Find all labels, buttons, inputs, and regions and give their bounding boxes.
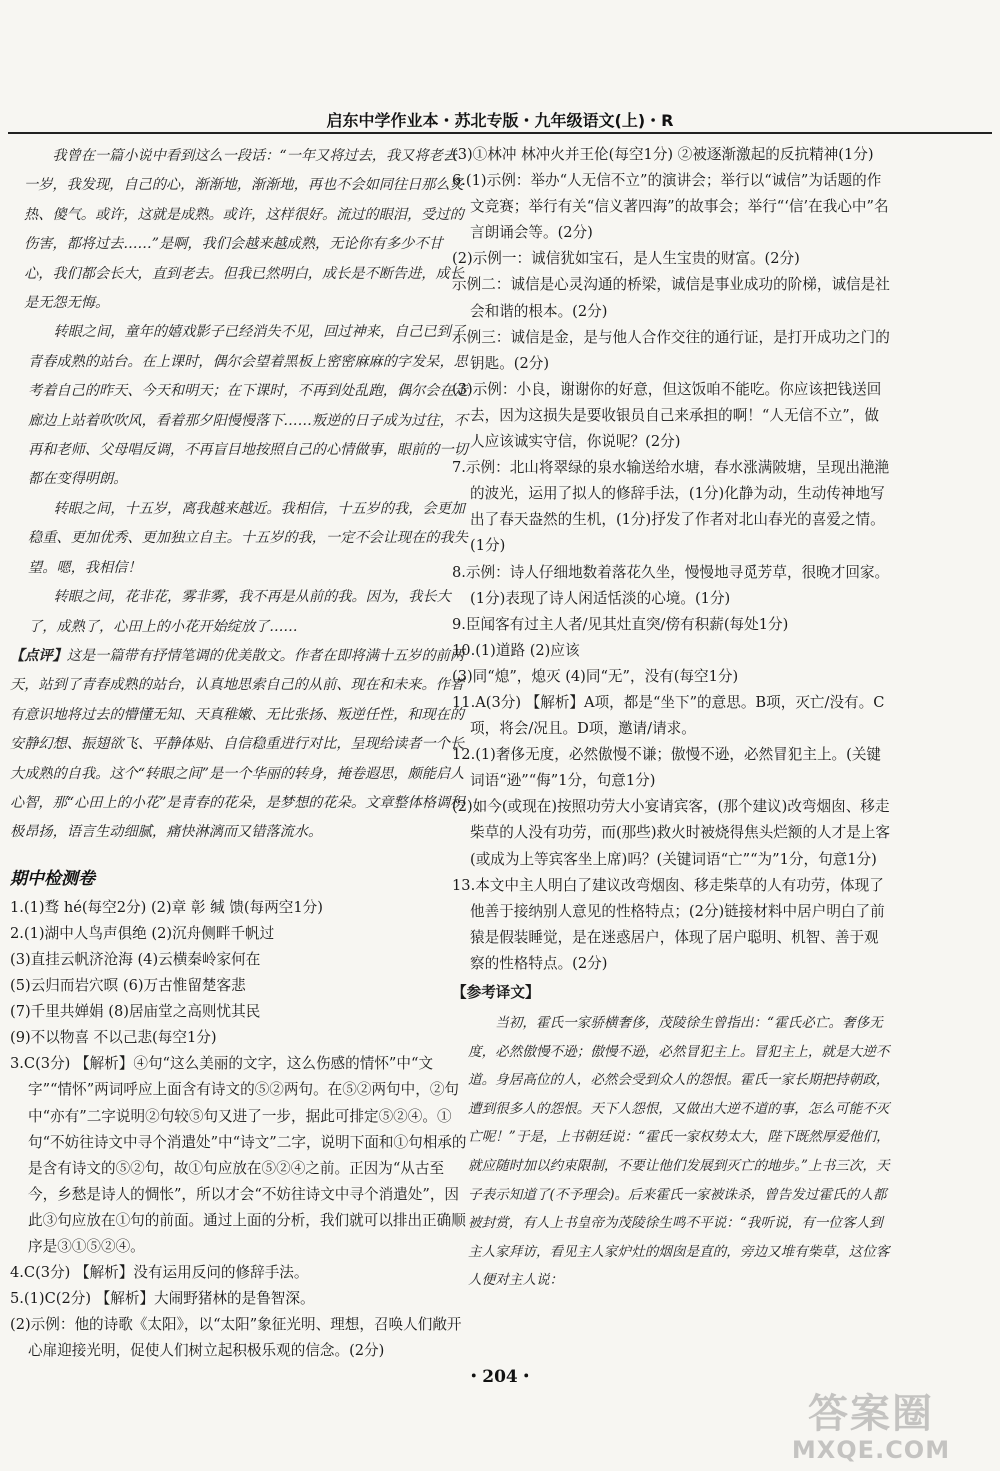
comment-label: 【点评】 [10,647,67,664]
answer-item: 示例三：诚信是金，是与他人合作交往的通行证，是打开成功之门的钥匙。(2分) [452,328,890,372]
answer-item: (5)云归而岩穴暝 (6)万古惟留楚客悲 [10,977,246,995]
answer-item: (9)不以物喜 不以己悲(每空1分) [10,1029,217,1047]
answer-list-right [452,142,892,977]
reference-title: 【参考译文】 [452,984,540,1001]
essay-paragraph: 转眼之间，童年的嬉戏影子已经消失不见，回过神来，自己已到了青春成熟的站台。在上课时，偶尔会望着黑板上密密麻麻的字发呆，思考着自己的昨天、今天和明天；在下课时，不再到处乱跑，偶尔会在走廊边上站着吹吹风，看着那夕阳慢慢落下……叛逆的日子成为过往，不再和老师、父母唱反调，不再盲目地按照自己的心情做事，眼前的一切都在变得明朗。 [28,324,468,488]
answer-item: 2.(1)湖中人鸟声俱绝 (2)沉舟侧畔千帆过 [10,924,275,942]
watermark-text-en: MXQE.COM [791,1436,951,1464]
answer-item: 7.示例：北山将翠绿的泉水输送给水塘，春水涨满陂塘，呈现出滟滟的波光，运用了拟人的修辞手法，(1分)化静为动，生动传神地写出了春天盎然的生机，(1分)抒发了作者对北山春光的喜爱之情。(1分) [452,459,890,555]
answer-item: 13.本文中主人明白了建议改弯烟囱、移走柴草的人有功劳，体现了他善于接纳别人意见的性格特点；(2分)链接材料中居户明白了前猿是假装睡觉，是在迷惑居户，体现了居户聪明、机智、善于观察的性格特点。(2分) [452,876,885,972]
answer-list-left [10,895,470,1365]
section-title: 期中检测卷 [10,868,95,889]
answer-item: 示例二：诚信是心灵沟通的桥梁，诚信是事业成功的阶梯，诚信是社会和谐的根本。(2分) [452,276,890,320]
answer-item: 10.(1)道路 (2)应该 [452,641,580,659]
answer-item: 4.C(3分) 【解析】没有运用反问的修辞手法。 [10,1264,309,1282]
watermark-logo [766,1392,976,1466]
header-rule [8,132,992,134]
reference-text: 当初，霍氏一家骄横奢侈，茂陵徐生曾指出：“霍氏必亡。奢侈无度，必然傲慢不逊；傲慢不逊，必然冒犯主上。冒犯主上，就是大逆不道。身居高位的人，必然会受到众人的怨恨。霍氏一家长期把持朝政，遭到很多人的怨恨。天下人怨恨，又做出大逆不道的事，怎么可能不灭亡呢！”于是，上书朝廷说：“霍氏一家权势太大，陛下既然厚爱他们，就应随时加以约束限制，不要让他们发展到灭亡的地步。”上书三次，天子表示知道了(不予理会)。后来霍氏一家被诛杀，曾告发过霍氏的人都被封赏，有人上书皇帝为茂陵徐生鸣不平说：“我听说，有一位客人到主人家拜访，看见主人家炉灶的烟囱是直的，旁边又堆有柴草，这位客人便对主人说： [468,1015,890,1289]
answer-item: 9.臣闻客有过主人者/见其灶直突/傍有积薪(每处1分) [452,615,789,633]
answer-item: (3)同“熄”，熄灭 (4)同“无”，没有(每空1分) [452,667,739,685]
page-header-title: 启东中学作业本・苏北专版・九年级语文(上)・R [326,111,674,130]
page-number: ・204・ [465,1367,535,1387]
answer-item: (2)示例一：诚信犹如宝石，是人生宝贵的财富。(2分) [452,250,800,268]
comment-text: 这是一篇带有抒情笔调的优美散文。作者在即将满十五岁的前两天，站到了青春成熟的站台，认真地思索自己的从前、现在和未来。作者有意识地将过去的懵懂无知、天真稚嫩、无比张扬、叛逆任性，和现在的安静幻想、振翅欲飞、平静体贴、自信稳重进行对比，呈现给读者一个长大成熟的自我。这个“转眼之间”是一个华丽的转身，掩卷遐思，颇能启人心智，那“心田上的小花”是青春的花朵，是梦想的花朵。文章整体格调积极昂扬，语言生动细腻，痛快淋漓而又错落流水。 [10,647,465,841]
answer-item: (3)①林冲 林冲火并王伦(每空1分) ②被逐渐激起的反抗精神(1分) [452,146,874,163]
essay-paragraph: 我曾在一篇小说中看到这么一段话：“一年又将过去，我又将老去一岁，我发现，自己的心，渐渐地，渐渐地，再也不会如同往日那么炙热、傻气。或许，这就是成熟。或许，这样很好。流过的眼泪，受过的伤害，都将过去……”是啊，我们会越来越成熟，无论你有多少不甘心，我们都会长大，直到老去。但我已然明白，成长是不断告进，成长是无怨无悔。 [24,148,464,312]
answer-item: 8.示例：诗人仔细地数着落花久坐，慢慢地寻觅芳草，很晚才回家。(1分)表现了诗人闲适恬淡的心境。(1分) [452,563,890,607]
answer-item: 11.A(3分) 【解析】A项，都是“坐下”的意思。B项，灭亡/没有。C项，将会/况且。D项，邀请/请求。 [452,693,885,738]
answer-item: (2)示例：他的诗歌《太阳》，以“太阳”象征光明、理想，召唤人们敞开心扉迎接光明，促使人们树立起积极乐观的信念。(2分) [10,1316,462,1360]
answer-item: (2)如今(或现在)按照功劳大小宴请宾客，(那个建议)改弯烟囱、移走柴草的人没有功劳，而(那些)救火时被烧得焦头烂额的人才是上客(或成为上等宾客坐上席)吗？(关键词语“亡”“为”1分，句意1分) [452,798,891,868]
answer-item: 5.(1)C(2分) 【解析】大闹野猪林的是鲁智深。 [10,1290,315,1308]
answer-item: 12.(1)奢侈无度，必然傲慢不谦；傲慢不逊，必然冒犯主上。(关键词语“逊”“侮”1分，句意1分) [452,746,882,790]
right-column [452,142,892,1295]
answer-item: 1.(1)骛 hé(每空2分) (2)章 彰 缄 馈(每两空1分) [10,898,323,916]
left-column [10,142,470,1364]
answer-item: (3)示例：小良，谢谢你的好意，但这饭咱不能吃。你应该把钱送回去，因为这损失是要收银员自己来承担的啊！“人无信不立”，做人应该诚实守信，你说呢？(2分) [452,380,882,451]
essay-comment [10,642,470,848]
answer-item: 3.C(3分) 【解析】④句“这么美丽的文字，这么伤感的情怀”中“文字”“情怀”两词呼应上面含有诗文的⑤②两句。在⑤②两句中，②句中“亦有”二字说明②句较⑤句又进了一步，据此可排定⑤②④。①句“不妨往诗文中寻个消遣处”中“诗文”二字，说明下面和①句相承的是含有诗文的⑤②句，故①句应放在⑤②④之前。正因为“从古至今，乡愁是诗人的惆怅”，所以才会“不妨往诗文中寻个消遣处”，因此③句应放在①句的前面。通过上面的分析，我们就可以排出正确顺序是③①⑤②④。 [10,1055,467,1255]
essay-paragraph: 转眼之间，十五岁，离我越来越近。我相信，十五岁的我，会更加稳重、更加优秀、更加独立自主。十五岁的我，一定不会让现在的我失望。嗯，我相信！ [28,500,468,576]
watermark-text-cn: 答案圈 [808,1391,934,1437]
answer-item: (3)直挂云帆济沧海 (4)云横秦岭家何在 [10,950,261,968]
answer-item: 6.(1)示例：举办“人无信不立”的演讲会；举行以“诚信”为话题的作文竞赛；举行有关“信义著四海”的故事会；举行“‘信’在我心中”名言朗诵会等。(2分) [452,172,889,242]
essay-paragraph: 转眼之间，花非花，雾非雾，我不再是从前的我。因为，我长大了，成熟了，心田上的小花开始绽放了…… [28,589,451,635]
answer-item: (7)千里共婵娟 (8)居庙堂之高则忧其民 [10,1003,261,1021]
